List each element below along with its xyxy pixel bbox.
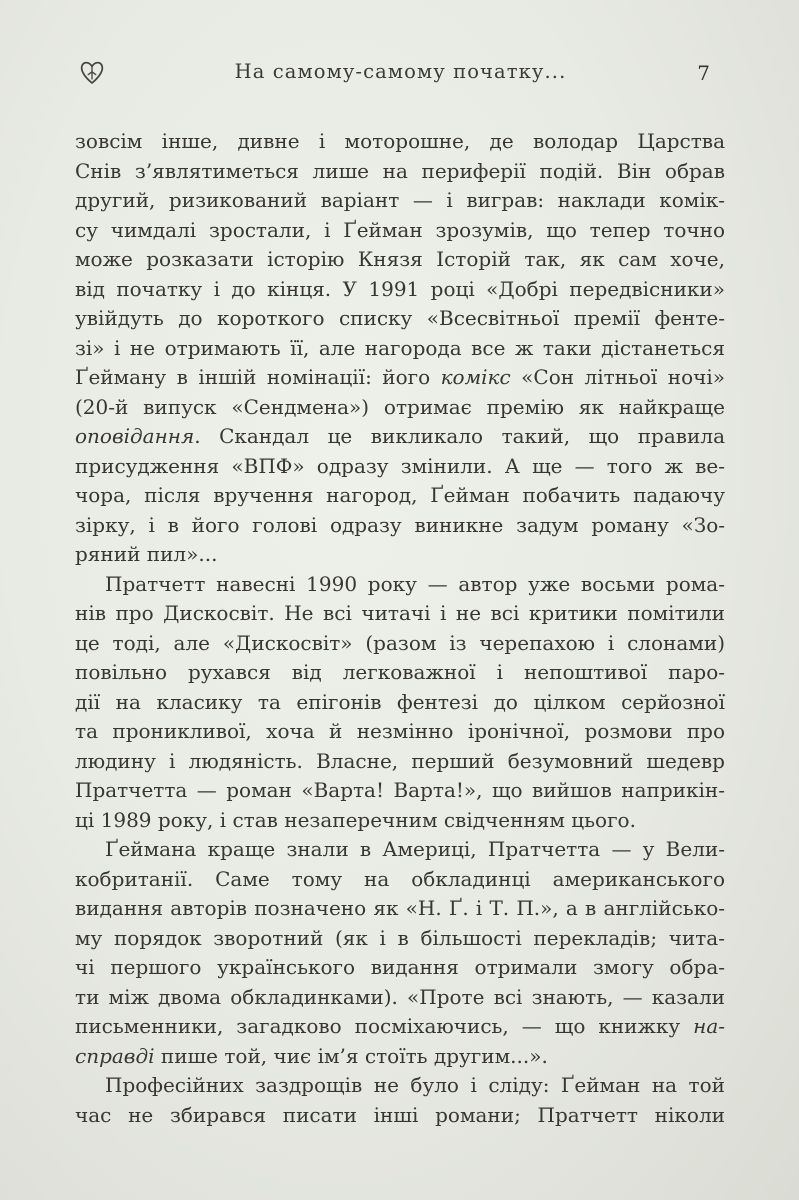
text-run: зі» і не отримають її, але нагорода все ж таки дістанеться xyxy=(75,335,725,360)
text-run: присудження «ВПФ» одразу змінили. А ще — того ж ве- xyxy=(75,453,725,478)
text-line xyxy=(75,1042,725,1072)
text-line xyxy=(75,776,725,806)
text-line xyxy=(75,393,725,423)
text-run: Снів з’являтиметься лише на периферії подій. Він обрав xyxy=(75,158,725,183)
text-line xyxy=(75,304,725,334)
text-line xyxy=(75,806,725,836)
text-run: повільно рухався від легковажної і непоштивої паро- xyxy=(75,660,725,684)
text-run: (20-й випуск «Сендмена») отримає премію як найкраще xyxy=(75,394,725,419)
text-run: Ґеймана краще знали в Америці, Пратчетта — у Вели- xyxy=(105,837,725,861)
text-run: му порядок зворотний (як і в більшості перекладів; чита- xyxy=(75,925,725,950)
text-line xyxy=(75,983,725,1013)
text-line xyxy=(75,747,725,777)
text-run: пише той, чиє ім’я стоїть другим...». xyxy=(154,1043,548,1068)
page-number: 7 xyxy=(697,61,710,85)
text-run: може розказати історію Князя Історій так, як сам хоче, xyxy=(75,247,725,271)
text-run: зовсім інше, дивне і моторошне, де володар Царства xyxy=(75,129,725,153)
text-run: Ґейману в іншій номінації: його xyxy=(75,365,441,389)
text-line xyxy=(75,511,725,541)
text-run: час не збирався писати інші романи; Пратчетт ніколи xyxy=(75,1102,725,1127)
text-line xyxy=(75,835,725,865)
text-run: та проникливої, хоча й незмінно іронічної, розмови про xyxy=(75,719,725,743)
text-run: видання авторів позначено як «Н. Ґ. і Т. П.», а в англійсько- xyxy=(75,896,725,920)
text-run: це тоді, але «Дискосвіт» (разом із черепахою і слонами) xyxy=(75,630,725,655)
floral-heart-ornament-icon xyxy=(79,60,105,86)
text-line xyxy=(75,275,725,305)
text-run: ці 1989 року, і став незаперечним свідченням цього. xyxy=(75,807,636,832)
text-line xyxy=(75,186,725,216)
text-line xyxy=(75,1071,725,1101)
text-run: су чимдалі зростали, і Ґейман зрозумів, що тепер точно xyxy=(75,217,725,242)
text-line xyxy=(75,658,725,688)
text-run: увійдуть до короткого списку «Всесвітньої премії фенте- xyxy=(75,306,725,330)
text-run: Пратчетта — роман «Варта! Варта!», що вийшов наприкін- xyxy=(75,778,725,802)
running-title: На самому-самому початку... xyxy=(234,60,567,83)
text-line xyxy=(75,481,725,511)
text-run: зірку, і в його голові одразу виникне задум роману «Зо- xyxy=(75,512,725,537)
text-run: від початку і до кінця. У 1991 році «Добрі передвісники» xyxy=(75,276,725,301)
body-text xyxy=(75,127,725,1130)
page-header xyxy=(75,60,726,92)
text-run: . Скандал це викликало такий, що правила xyxy=(194,424,725,448)
text-line xyxy=(75,924,725,954)
text-line xyxy=(75,1012,725,1042)
italic-text-run: справді xyxy=(75,1043,155,1068)
text-line xyxy=(75,717,725,747)
text-line xyxy=(75,127,725,157)
text-run: нів про Дискосвіт. Не всі читачі і не всі критики помітили xyxy=(75,601,725,625)
italic-text-run: на- xyxy=(693,1014,725,1038)
text-line xyxy=(75,334,725,364)
text-run: ряний пил»... xyxy=(75,542,218,566)
text-run: дії на класику та епігонів фентезі до цілком серйозної xyxy=(75,689,725,714)
text-line xyxy=(75,570,725,600)
text-line xyxy=(75,245,725,275)
text-run: «Сон літньої ночі» xyxy=(510,365,726,389)
text-line xyxy=(75,216,725,246)
text-line xyxy=(75,599,725,629)
text-line xyxy=(75,540,725,570)
italic-text-run: оповідання xyxy=(75,424,195,448)
text-run: письменники, загадково посміхаючись, — що книжку xyxy=(75,1014,694,1038)
text-line xyxy=(75,452,725,482)
text-run: Пратчетт навесні 1990 року — автор уже восьми рома- xyxy=(105,571,725,596)
text-run: кобританії. Саме тому на обкладинці американського xyxy=(75,866,725,891)
italic-text-run: комікс xyxy=(440,365,511,389)
text-line xyxy=(75,157,725,187)
text-run: людину і людяність. Власне, перший безумовний шедевр xyxy=(75,748,725,773)
text-run: ти між двома обкладинками). «Проте всі знають, — казали xyxy=(75,984,725,1009)
text-line xyxy=(75,688,725,718)
text-line xyxy=(75,865,725,895)
text-run: чора, після вручення нагород, Ґейман побачить падаючу xyxy=(75,483,725,507)
text-line xyxy=(75,1101,725,1131)
text-line xyxy=(75,953,725,983)
text-run: другий, ризикований варіант — і виграв: наклади комік- xyxy=(75,188,725,212)
text-line xyxy=(75,363,725,393)
text-run: чі першого українського видання отримали змогу обра- xyxy=(75,955,725,979)
text-line xyxy=(75,629,725,659)
text-run: Професійних заздрощів не було і сліду: Ґейман на той xyxy=(105,1073,725,1097)
text-line xyxy=(75,894,725,924)
text-line xyxy=(75,422,725,452)
